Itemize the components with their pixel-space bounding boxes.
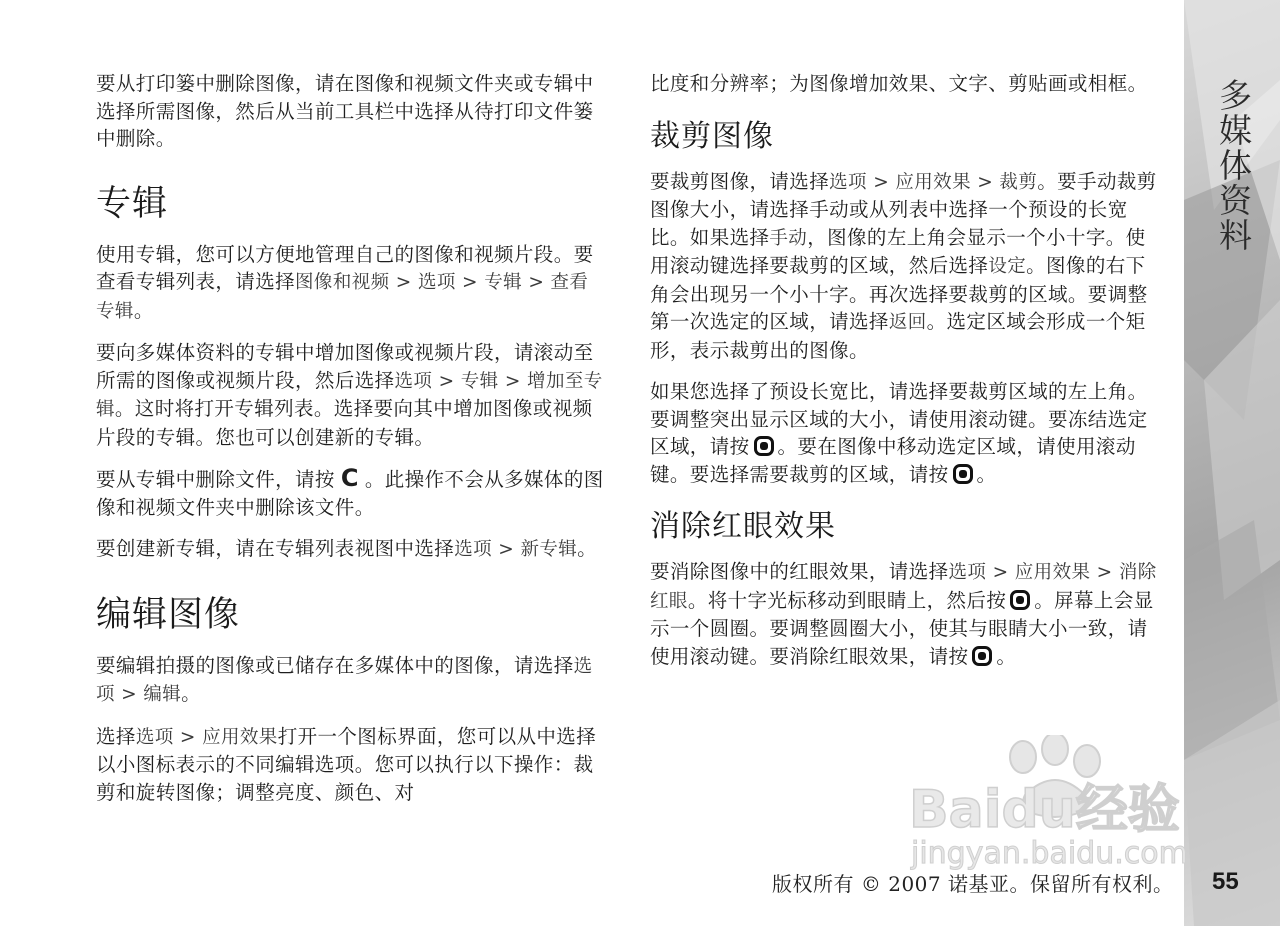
menu-path: 选项 > 编辑 [96,655,593,705]
right-column [650,70,1160,684]
watermark-url: jingyan.baidu.com [911,836,1188,870]
red-eye-paragraph: 要消除图像中的红眼效果，请选择选项 > 应用效果 > 消除红眼。将十字光标移动到眼睛上，然后按 。屏幕上会显示一个圆圈。要调整圆圈大小，使其与眼睛大小一致，请使用滚动键。要消除红眼效果，请按 。 [650,560,1157,668]
albums-heading: 专辑 [96,183,169,224]
baidu-watermark [905,735,1205,870]
menu-path: 选项 > 应用效果 [135,726,278,748]
red-eye-heading: 消除红眼效果 [650,509,836,544]
select-key-icon [1010,590,1030,610]
menu-path: 图像和视频 > 选项 > 专辑 > 查看专辑 [96,272,589,322]
albums-paragraph-4: 要创建新专辑，请在专辑列表视图中选择选项 > 新专辑。 [96,537,598,560]
select-key-icon [953,464,973,484]
select-key-icon [972,646,992,666]
page-number: 55 [1212,868,1239,895]
crop-paragraph-1: 要裁剪图像，请选择选项 > 应用效果 > 裁剪。要手动裁剪图像大小，请选择手动或从列表中选择一个预设的长宽比。如果选择手动，图像的左上角会显示一个小十字。使用滚动键选择要裁剪的区域，然后选择设定。图像的右下角会出现另一个小十字。再次选择要裁剪的区域。要调整第一次选定的区域，请选择返回。选定区域会形成一个矩形，表示裁剪出的图像。 [650,169,1157,362]
menu-path: 选项 > 新专辑 [454,539,578,560]
crop-heading: 裁剪图像 [650,118,774,154]
albums-paragraph-1: 使用专辑，您可以方便地管理自己的图像和视频片段。要查看专辑列表，请选择图像和视频 > 选项 > 专辑 > 查看专辑。 [96,242,594,322]
edit-paragraph-2: 选择选项 > 应用效果打开一个图标界面，您可以从中选择以小图标表示的不同编辑选项。您可以执行以下操作：裁剪和旋转图像；调整亮度、颜色、对 [96,724,597,804]
watermark-brand: Baidu经验 [909,780,1180,840]
menu-path: 选项 > 应用效果 > 消除红眼 [650,562,1157,612]
menu-path: 选项 > 专辑 > 增加至专辑 [96,370,603,420]
continuation-paragraph: 比度和分辨率；为图像增加效果、文字、剪贴画或相框。 [650,72,1148,95]
intro-paragraph: 要从打印篓中删除图像，请在图像和视频文件夹或专辑中选择所需图像，然后从当前工具栏中选择从待打印文件篓中删除。 [96,72,594,150]
left-column [96,70,606,820]
albums-paragraph-3: 要从专辑中删除文件，请按 C 。此操作不会从多媒体的图像和视频文件夹中删除该文件。 [96,464,604,519]
section-side-label: 多媒体资料 [1214,78,1253,253]
crop-paragraph-2: 如果您选择了预设长宽比，请选择要裁剪区域的左上角。要调整突出显示区域的大小，请使用滚动键。要冻结选定区域，请按 。要在图像中移动选定区域，请使用滚动键。要选择需要裁剪的区域，请按 。 [650,380,1148,486]
edit-images-heading: 编辑图像 [96,594,241,635]
clear-key-icon: C [340,464,359,492]
edit-paragraph-1: 要编辑拍摄的图像或已储存在多媒体中的图像，请选择选项 > 编辑。 [96,653,593,705]
copyright-notice: 版权所有 © 2007 诺基亚。保留所有权利。 [772,872,1174,896]
select-key-icon [754,436,774,456]
albums-paragraph-2: 要向多媒体资料的专辑中增加图像或视频片段，请滚动至所需的图像或视频片段，然后选择选项 > 专辑 > 增加至专辑。这时将打开专辑列表。选择要向其中增加图像或视频片段的专辑。您也可以创建新的专辑。 [96,341,603,449]
menu-path: 选项 > 应用效果 > 裁剪 [829,171,1038,193]
